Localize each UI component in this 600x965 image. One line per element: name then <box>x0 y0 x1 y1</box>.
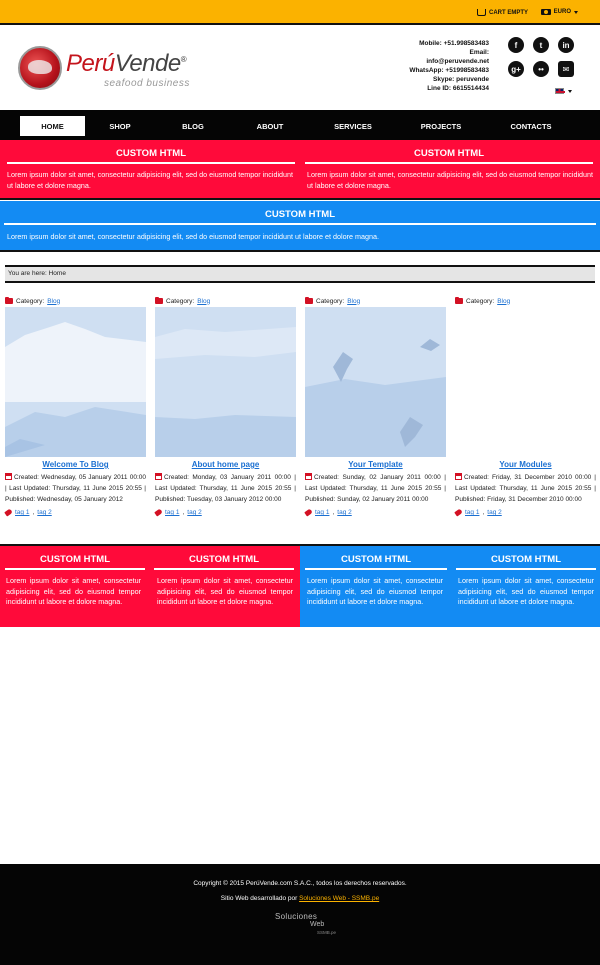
article-title[interactable]: About home page <box>191 460 260 469</box>
uk-flag-icon <box>555 88 564 94</box>
tag-icon <box>304 508 313 516</box>
site-header <box>0 27 600 110</box>
category-label: Category: <box>16 297 45 305</box>
category-link[interactable]: Blog <box>47 297 61 305</box>
linkedin-icon[interactable]: in <box>558 37 574 53</box>
article-card <box>5 296 146 516</box>
currency-selector[interactable] <box>541 9 578 15</box>
article-category <box>155 296 296 306</box>
custom-html-title: CUSTOM HTML <box>456 554 596 570</box>
language-selector[interactable] <box>555 88 572 94</box>
logo-emblem-icon <box>18 46 62 90</box>
custom-html-title: CUSTOM HTML <box>4 209 596 225</box>
category-label: Category: <box>166 297 195 305</box>
custom-html-band-red <box>0 140 600 198</box>
custom-html-text: Lorem ipsum dolor sit amet, consectetur adipisicing elit, sed do eiusmod tempor incididunt ut labore et dolore magna. <box>7 170 294 190</box>
article-title[interactable]: Welcome To Blog <box>42 460 109 469</box>
article-category <box>455 296 596 306</box>
logo-tagline: seafood business <box>104 78 190 89</box>
flickr-icon[interactable]: •• <box>533 61 549 77</box>
footer-credit: Sitio Web desarrollado por Soluciones Web - SSMB.pe <box>220 895 380 902</box>
custom-html-band-blue <box>300 546 600 627</box>
contact-line: Line ID: 6615514434 <box>427 85 489 92</box>
nav-item-projects[interactable]: PROJECTS <box>420 121 462 131</box>
article-meta: Created: Friday, 31 December 2010 00:00 | Last Updated: Thursday, 11 June 2015 20:55 | Published: Friday, 31 December 2010 00:00 <box>455 474 596 503</box>
article-image[interactable] <box>305 307 446 457</box>
cart-label: CART EMPTY <box>489 9 528 16</box>
custom-html-title: CUSTOM HTML <box>305 148 593 164</box>
article-tags: tag 1 , tag 2 <box>5 509 146 516</box>
tag-icon <box>4 508 13 516</box>
custom-html-title: CUSTOM HTML <box>5 554 145 570</box>
custom-html-band-blue <box>0 201 600 250</box>
top-bar <box>0 0 600 25</box>
article-meta: Created: Sunday, 02 January 2011 00:00 | Last Updated: Thursday, 11 June 2015 20:55 | Published: Sunday, 02 January 2011 00:00 <box>305 474 446 503</box>
contact-whatsapp: WhatsApp: +51998583483 <box>409 67 489 74</box>
calendar-icon <box>5 473 12 480</box>
birds-image <box>305 307 446 457</box>
custom-html-text: Lorem ipsum dolor sit amet, consectetur adipisicing elit, sed do eiusmod tempor incididunt ut labore et dolore magna. <box>7 232 379 241</box>
divider <box>0 198 600 200</box>
mail-icon[interactable]: ✉ <box>558 61 574 77</box>
category-label: Category: <box>466 297 495 305</box>
category-link[interactable]: Blog <box>497 297 511 305</box>
tag-icon <box>454 508 463 516</box>
custom-html-title: CUSTOM HTML <box>7 148 295 164</box>
article-tags: tag 1 , tag 2 <box>455 509 596 516</box>
contact-info <box>409 39 489 93</box>
divider <box>0 250 600 252</box>
folder-icon <box>305 298 313 304</box>
tag-link[interactable]: tag 2 <box>37 509 52 516</box>
tag-icon <box>154 508 163 516</box>
custom-html-text: Lorem ipsum dolor sit amet, consectetur adipisicing elit, sed do eiusmod tempor incididunt ut labore et dolore magna. <box>6 576 141 606</box>
category-label: Category: <box>316 297 345 305</box>
chevron-down-icon <box>568 90 572 93</box>
custom-html-title: CUSTOM HTML <box>154 554 294 570</box>
contact-email[interactable]: info@peruvende.net <box>426 58 489 65</box>
nav-item-shop[interactable]: SHOP <box>109 121 131 131</box>
nav-item-services[interactable]: SERVICES <box>334 121 372 131</box>
custom-html-text: Lorem ipsum dolor sit amet, consectetur adipisicing elit, sed do eiusmod tempor incididunt ut labore et dolore magna. <box>157 576 293 606</box>
custom-html-text: Lorem ipsum dolor sit amet, consectetur adipisicing elit, sed do eiusmod tempor incididunt ut labore et dolore magna. <box>307 576 443 606</box>
landscape-image <box>155 307 296 457</box>
tag-link[interactable]: tag 1 <box>165 509 180 516</box>
cash-icon <box>541 9 551 15</box>
nav-item-home[interactable]: HOME <box>20 116 85 136</box>
article-image[interactable] <box>5 307 146 457</box>
social-links <box>508 37 578 77</box>
folder-icon <box>155 298 163 304</box>
currency-label: EURO <box>553 9 571 15</box>
calendar-icon <box>155 473 162 480</box>
folder-icon <box>455 298 463 304</box>
article-image-placeholder <box>455 307 596 457</box>
main-navigation <box>0 110 600 140</box>
tag-link[interactable]: tag 1 <box>15 509 30 516</box>
article-image[interactable] <box>155 307 296 457</box>
category-link[interactable]: Blog <box>197 297 211 305</box>
article-meta: Created: Monday, 03 January 2011 00:00 | Last Updated: Thursday, 11 June 2015 20:55 | Published: Tuesday, 03 January 2012 00:00 <box>155 474 296 503</box>
tag-link[interactable]: tag 2 <box>487 509 502 516</box>
contact-mobile: Mobile: +51.998583483 <box>419 40 489 47</box>
article-title[interactable]: Your Template <box>348 460 403 469</box>
category-link[interactable]: Blog <box>347 297 361 305</box>
contact-skype: Skype: peruvende <box>433 76 489 83</box>
custom-html-text: Lorem ipsum dolor sit amet, consectetur adipisicing elit, sed do eiusmod tempor incididunt ut labore et dolore magna. <box>458 576 594 606</box>
logo-text: PerúVende® <box>66 50 187 77</box>
tag-link[interactable]: tag 2 <box>337 509 352 516</box>
custom-html-text: Lorem ipsum dolor sit amet, consectetur adipisicing elit, sed do eiusmod tempor incididunt ut labore et dolore magna. <box>307 170 594 190</box>
calendar-icon <box>455 473 462 480</box>
credit-link[interactable]: Soluciones Web - SSMB.pe <box>299 895 380 902</box>
tag-link[interactable]: tag 1 <box>465 509 480 516</box>
article-title[interactable]: Your Modules <box>499 460 552 469</box>
facebook-icon[interactable]: f <box>508 37 524 53</box>
tag-link[interactable]: tag 2 <box>187 509 202 516</box>
site-footer <box>0 864 600 965</box>
cart-icon <box>477 9 486 16</box>
footer-logo[interactable]: Soluciones Web SSMB.pe <box>275 912 337 935</box>
chevron-down-icon <box>574 11 578 14</box>
custom-html-band-red <box>0 546 300 627</box>
footer-copyright: Copyright © 2015 PerúVende.com S.A.C., todos los derechos reservados. <box>193 880 407 887</box>
article-category <box>305 296 446 306</box>
article-card <box>155 296 296 516</box>
article-meta: Created: Wednesday, 05 January 2011 00:00 | Last Updated: Thursday, 11 June 2015 20:55 | Published: Wednesday, 05 January 2012 <box>5 474 146 503</box>
article-card <box>305 296 446 516</box>
nav-item-about[interactable]: ABOUT <box>256 121 284 131</box>
nav-item-contacts[interactable]: CONTACTS <box>510 121 552 131</box>
site-logo[interactable] <box>18 44 198 94</box>
google-plus-icon[interactable]: g+ <box>508 61 524 77</box>
tumblr-icon[interactable]: t <box>533 37 549 53</box>
breadcrumb: You are here: Home <box>5 265 595 283</box>
folder-icon <box>5 298 13 304</box>
article-category <box>5 296 146 306</box>
tag-link[interactable]: tag 1 <box>315 509 330 516</box>
mountain-image <box>5 307 146 457</box>
custom-html-title: CUSTOM HTML <box>305 554 447 570</box>
calendar-icon <box>305 473 312 480</box>
article-card <box>455 296 596 516</box>
article-tags: tag 1 , tag 2 <box>305 509 446 516</box>
article-tags: tag 1 , tag 2 <box>155 509 296 516</box>
contact-email-label: Email: <box>469 49 489 56</box>
nav-item-blog[interactable]: BLOG <box>182 121 204 131</box>
cart-button[interactable] <box>477 9 528 16</box>
